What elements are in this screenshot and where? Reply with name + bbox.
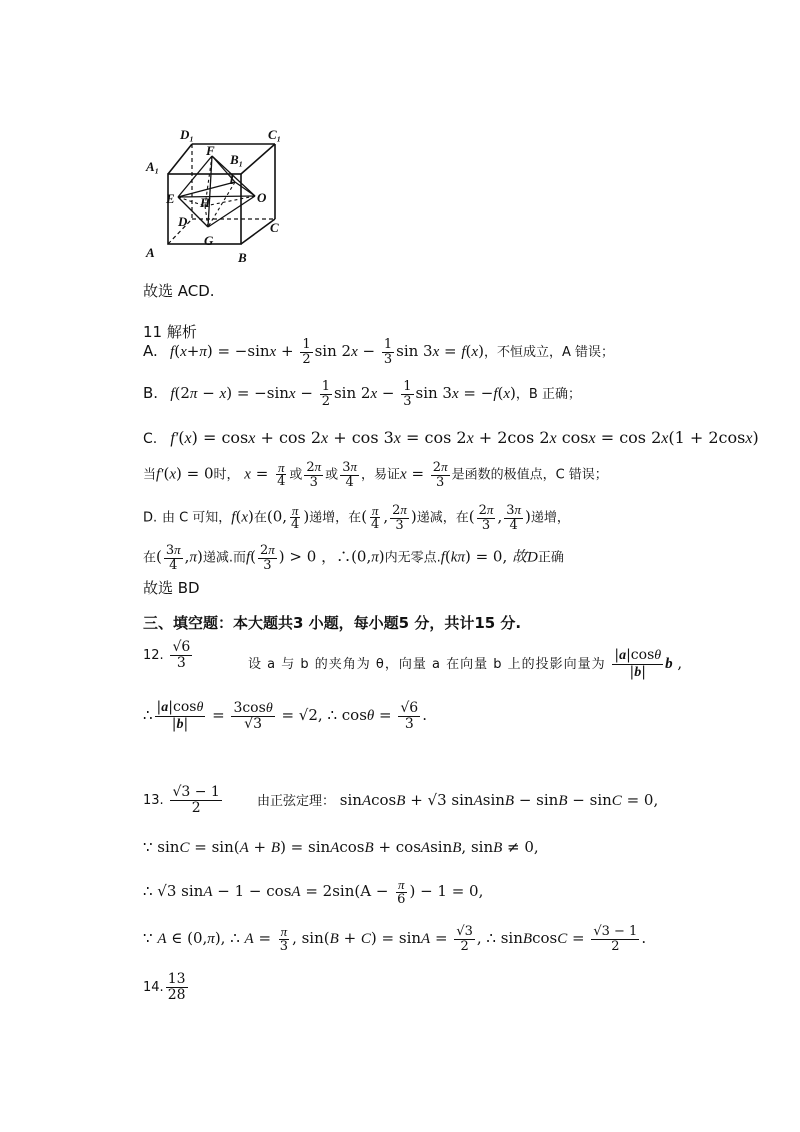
q11-conclusion: 故选 BD (143, 579, 200, 597)
q13-num: 13. (143, 793, 164, 809)
q12-answer (143, 640, 194, 670)
q11-b-label: B. (143, 384, 159, 403)
label-D1: D₁ (180, 127, 194, 142)
q11-a-label: A. (143, 342, 158, 361)
q11-option-b: B. f(2π − x) = −sinx − $\frac{1}{2}$ sin 2x − $\frac{1}{3}$ sin 3x = −f(x)，B 正确； (143, 379, 581, 409)
q11-c-extrema: 当f′(x) = 0时， x = $\frac{\pi}{4}$ 或 $\frac{2\pi}{3}$ 或 $\frac{3\pi}{4}$ ，易证x = $\frac{2\pi}{3}$ 是函数的极值点，C 错误； (143, 459, 608, 490)
q11-d-label: D. (143, 510, 158, 526)
q10-conclusion: 故选 ACD. (143, 282, 215, 300)
section3-title: 三、填空题：本大题共3 小题，每小题5 分，共计15 分. (143, 614, 522, 632)
q12-text: 设 a 与 b 的夹角为 θ，向量 a 在向量 b 上的投影向量为 (248, 657, 606, 673)
q11-option-c: C. f′(x) = cosx + cos 2x + cos 3x = cos 2x + 2cos 2x cosx = cos 2x(1 + 2cosx) (143, 428, 759, 447)
label-A: A (146, 245, 155, 260)
q13-step2: ∴ √3 sinA − 1 − cosA = 2sin(A − $\frac{\pi}{6}$ ) − 1 = 0, (143, 877, 484, 907)
q11-c-prove: ，易证 (360, 467, 400, 483)
q11-option-a: A. f(x+π) = −sinx + $\frac{1}{2}$ sin 2x − $\frac{1}{3}$ sin 3x = f(x)，不恒成立，A 错误； (143, 337, 614, 367)
q12-hint: 设 a 与 b 的夹角为 θ，向量 a 在向量 b 上的投影向量为 $\frac{|a|\cos\theta}{|b|}$ b , (248, 647, 683, 680)
q11-d-dec1: 递减，在 (416, 510, 469, 526)
label-I: I (229, 172, 235, 187)
q11-c-or1: 或 (289, 467, 303, 483)
q11-d-l2a: 在 (143, 550, 157, 566)
q12-answer-den: 3 (176, 654, 186, 671)
label-F: F (206, 143, 215, 158)
q11-d-text1: 由 C 可知， (161, 510, 232, 526)
label-E: E (166, 191, 175, 206)
label-B1: B₁ (230, 152, 244, 167)
label-A1: A₁ (146, 159, 160, 174)
label-B: B (238, 250, 247, 265)
q11-option-d: D. 由 C 可知，f(x)在(0, $\frac{\pi}{4}$ )递增，在( $\frac{\pi}{4}$ , $\frac{2\pi}{3}$ )递减，在( $\frac{2\pi}{3}$ , $\frac{3\pi}{4}$ )递增， (143, 502, 570, 533)
q11-c-or2: 或 (325, 467, 339, 483)
q14-answer (143, 972, 190, 1002)
q11-d-l2d: 正确 (537, 550, 564, 566)
q11-c-tail: 是函数的极值点，C 错误； (451, 467, 608, 483)
q13-answer (143, 785, 224, 815)
q11-d-l2c: 内无零点. (384, 550, 441, 566)
q13-step1: ∵ sinC = sin(A + B) = sinAcosB + cosAsinB, sinB ≠ 0, (143, 838, 539, 856)
q11-b-tail: ，B 正确； (515, 387, 581, 403)
q11-c-label: C. (143, 431, 158, 447)
q11-c-when: 当 (143, 467, 157, 483)
label-C1: C₁ (268, 127, 282, 142)
q13-answer-num: √3 − 1 (172, 784, 220, 800)
label-H: H (200, 195, 211, 210)
q11-d-inc2: 递增， (530, 510, 570, 526)
q14-answer-den: 28 (167, 986, 186, 1003)
q13-answer-den: 2 (191, 799, 201, 816)
q12-num: 12. (143, 648, 164, 664)
q12-answer-num: √6 (172, 639, 191, 655)
label-D: D (178, 214, 188, 229)
q12-solution: ∴ $\frac{|a|\cos\theta}{|b|}$ = $\frac{3\cos\theta}{√3}$ = √2, ∴ cosθ = $\frac{√6}{3}$ . (143, 699, 427, 733)
q11-d-line2: 在( $\frac{3\pi}{4}$ ,π)递减.而f( $\frac{2\pi}{3}$ ) > 0 ，∴(0,π)内无零点.f(kπ) = 0, 故D正确 (143, 542, 564, 573)
q13-text: 由正弦定理： (257, 794, 336, 809)
label-C: C (270, 220, 279, 235)
q11-heading: 11 解析 (143, 323, 197, 341)
q11-d-inc1: 递增，在 (309, 510, 362, 526)
q11-d-l2b: 递减.而 (202, 550, 246, 566)
q13-law: 由正弦定理： sinAcosB + √3 sinAsinB − sinB − sinC = 0, (257, 791, 659, 809)
q14-num: 14. (143, 980, 164, 996)
cube-figure (140, 124, 300, 269)
label-O: O (257, 190, 267, 205)
q11-c-when2: 时， (213, 467, 240, 483)
q14-answer-num: 13 (167, 971, 186, 987)
q13-step3: ∵ A ∈ (0,π), ∴ A = $\frac{\pi}{3}$ , sin(B + C) = sinA = $\frac{√3}{2}$ , ∴ sinBcosC = $\frac{√3 - 1}{2}$ . (143, 924, 647, 954)
label-G: G (204, 233, 214, 248)
q11-a-tail: ，不恒成立，A 错误； (483, 345, 614, 361)
